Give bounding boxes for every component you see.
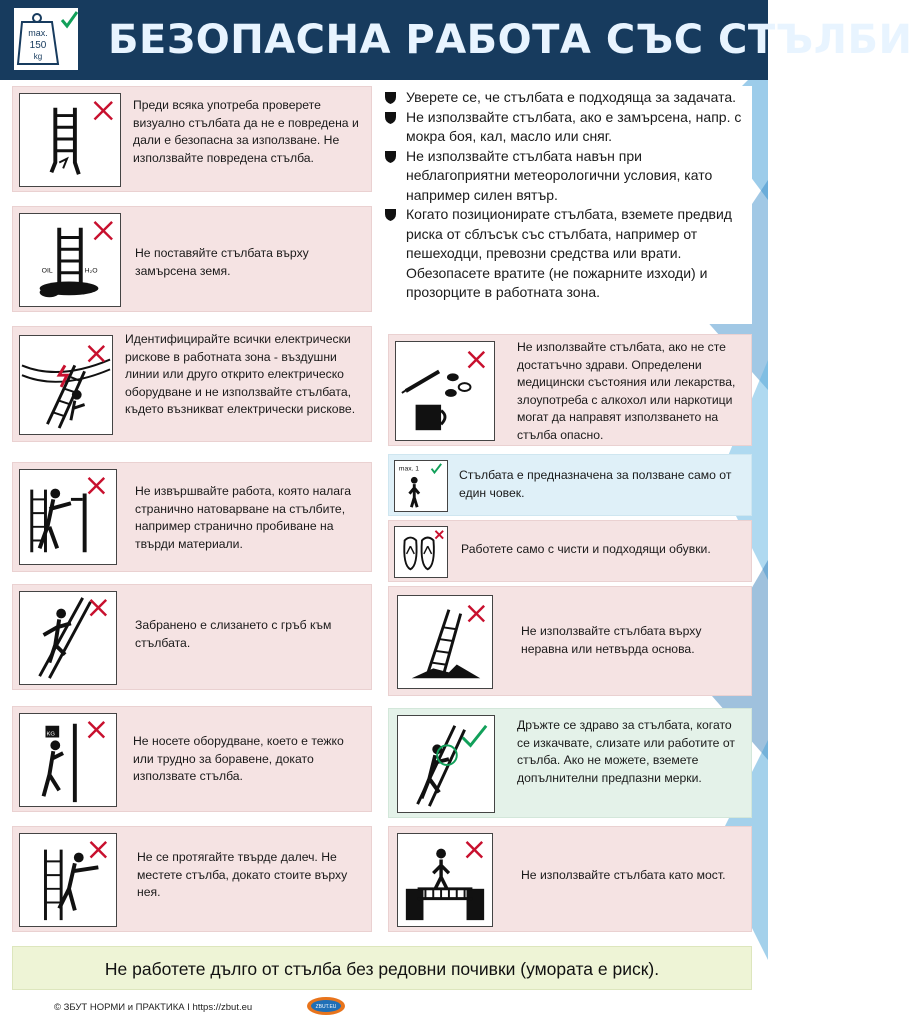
rule-card-inspect [12,86,372,192]
descending-backwards-picture [19,591,117,685]
rule-text: Не използвайте стълбата, ако не сте достатъчно здрави. Определени медицински състояния или лекарства, злоупотреба с алкохол или наркотици могат да направят използването на стълба опасно. [517,340,736,442]
uneven-ground-icon [398,596,492,688]
rule-text: Не извършвайте работа, която налага странично натоварване на стълбите, например странично пробиване на твърди материали. [135,484,351,551]
cross-icon [468,606,484,622]
check-icon [62,12,77,26]
flip-flops-picture [394,526,448,578]
damaged-ladder-icon [20,94,120,186]
hold-firmly-picture [397,715,495,813]
cross-icon [91,600,107,616]
electric-lines-ladder-icon [20,336,112,434]
zbut-logo [306,996,346,1016]
cross-icon [94,102,112,120]
check-icon [463,726,487,746]
rule-card-side-load [12,462,372,572]
flip-flops-icon [395,527,447,577]
overreaching-icon [20,834,116,926]
svg-text:150: 150 [29,40,47,51]
cross-icon [89,478,105,494]
rule-card-hold-firmly [388,708,752,818]
max-load-logo [12,6,80,72]
page-header [0,0,912,80]
ladder-on-oil-picture [19,213,121,307]
ladder-on-oil-icon [20,214,120,306]
list-item: Не използвайте стълбата навън при неблагоприятни метеорологични условия, като например силен вятър. [384,147,748,206]
rule-text: Не използвайте стълбата като мост. [521,868,726,882]
rule-text: Забранено е слизането с гръб към стълбата. [135,618,332,650]
list-item: Уверете се, че стълбата е подходяща за задачата. [384,88,748,108]
rule-text: Работете само с чисти и подходящи обувки. [461,542,711,556]
cross-icon [435,531,443,539]
rule-card-health [388,334,752,446]
rule-card-back-descent [12,584,372,690]
cross-icon [467,842,483,858]
rule-card-one-person [388,454,752,516]
one-person-picture [394,460,448,512]
hold-firmly-icon [398,716,494,812]
uneven-ground-picture [397,595,493,689]
rule-card-electric [12,326,372,442]
drugs-alcohol-picture [395,341,495,441]
rule-card-overreach [12,826,372,932]
page-title: БЕЗОПАСНА РАБОТА СЪС СТЪЛБИ [108,17,912,63]
rule-text: Не поставяйте стълбата върху замърсена земя. [135,246,309,278]
rule-card-footwear [388,520,752,582]
side-drilling-icon [20,470,116,564]
shield-bullet-icon [384,150,397,164]
cross-icon [89,722,105,738]
svg-text:H₂O: H₂O [84,267,98,275]
rule-text: Не използвайте стълбата върху неравна или нетвърда основа. [521,624,702,656]
weight-icon [14,8,82,74]
drugs-alcohol-icon [396,342,494,440]
overreaching-picture [19,833,117,927]
rule-card-heavy-load [12,706,372,812]
shield-bullet-icon [384,111,397,125]
damaged-ladder-picture [19,93,121,187]
rule-text: Стълбата е предназначена за ползване само от един човек. [459,468,732,500]
heavy-load-climb-icon [20,714,116,806]
ladder-bridge-icon [398,834,492,926]
cross-icon [89,346,105,362]
rule-text: Преди всяка употреба проверете визуално стълбата да не е повредена и дали е безопасна за използване. Не използвайте повредена стълба. [133,98,359,165]
rule-text: Дръжте се здраво за стълбата, когато се изкачвате, слизате или работите от стълба. Ако не можете, вземете допълнителни предпазни мерки. [517,718,735,785]
svg-text:max.: max. [28,28,48,38]
svg-text:KG: KG [46,731,55,738]
rule-text: Не носете оборудване, което е тежко или трудно за боравене, докато използвате стълба. [133,734,344,783]
cross-icon [94,222,112,240]
svg-text:kg: kg [33,52,43,61]
heavy-load-picture [19,713,117,807]
rule-text: Не се протягайте твърде далеч. Не местете стълба, докато стоите върху нея. [137,850,348,899]
cross-icon [469,352,485,368]
footer-copyright: © ЗБУТ НОРМИ и ПРАКТИКА I https://zbut.eu [54,1002,253,1013]
cross-icon [91,842,107,858]
svg-text:ZBUT.EU: ZBUT.EU [315,1004,337,1010]
general-rules-list [384,88,748,303]
ladder-bridge-picture [397,833,493,927]
svg-text:OIL: OIL [41,267,53,275]
svg-text:max. 1: max. 1 [398,465,420,473]
list-item: Когато позиционирате стълбата, вземете предвид риска от сблъсък със стълбата, например от пешеходци, превозни средства или врати. Обезопасете вратите (не пожарните изходи) и прозорците в работната зона. [384,205,748,303]
rule-card-dirty-ground [12,206,372,312]
side-drilling-picture [19,469,117,565]
list-item: Не използвайте стълбата, ако е замърсена, напр. с мокра боя, кал, масло или сняг. [384,108,748,147]
fatigue-warning-banner: Не работете дълго от стълба без редовни почивки (умората е риск). [12,946,752,990]
rule-text: Идентифицирайте всички електрически рискове в работната зона - въздушни линии или друго открито електрическо оборудване и не използвайте стълбата, където възникват електрически рискове. [125,332,356,416]
check-icon [432,464,442,473]
shield-bullet-icon [384,91,397,105]
electric-lines-picture [19,335,113,435]
rule-card-bridge [388,826,752,932]
one-person-icon [395,461,447,511]
shield-bullet-icon [384,208,397,222]
descending-backwards-icon [20,592,116,684]
rule-card-uneven-ground [388,586,752,696]
